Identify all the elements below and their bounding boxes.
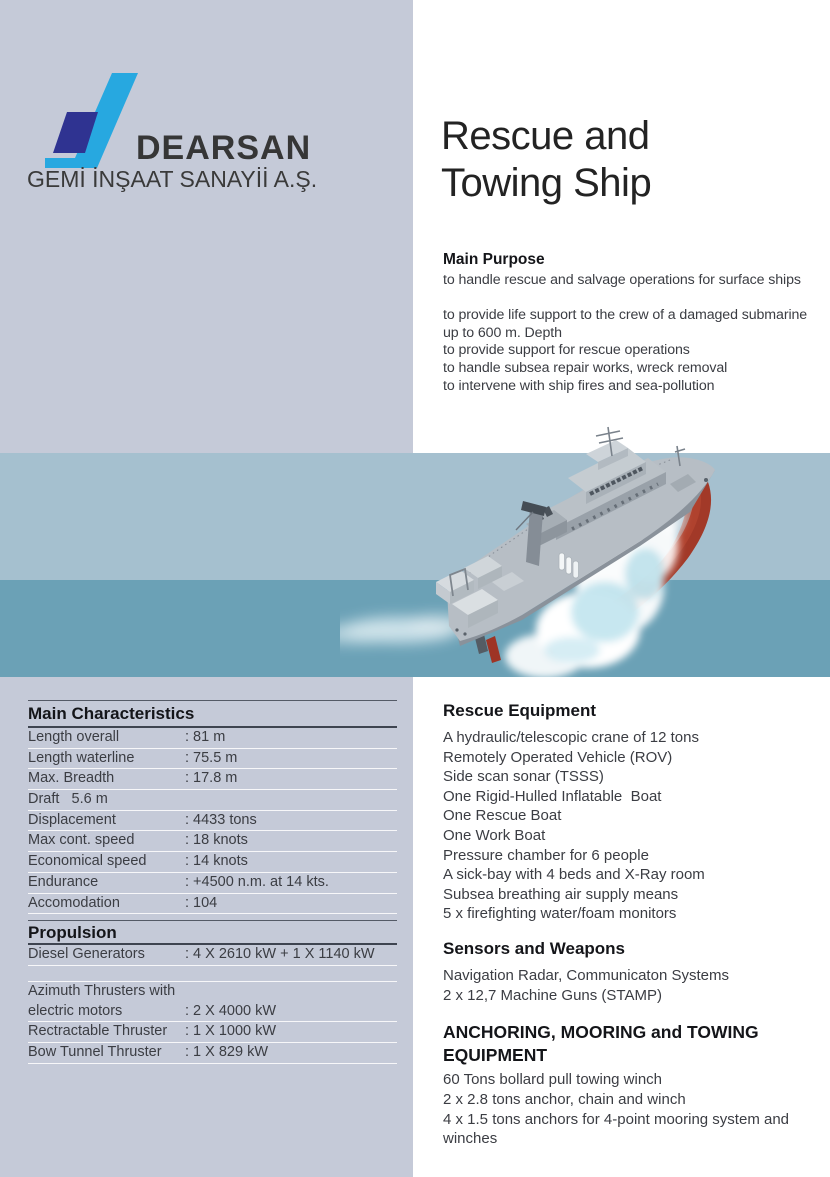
dearsan-logo-icon: [40, 70, 145, 170]
list-item: 4 x 1.5 tons anchors for 4-point mooring system and winches: [443, 1110, 794, 1148]
sensors-weapons-heading: Sensors and Weapons: [443, 939, 626, 958]
main-purpose-line: to provide life support to the crew of a damaged submarine: [443, 307, 808, 324]
spec-row: Endurance : +4500 n.m. at 14 kts.: [28, 873, 397, 894]
spec-row: Bow Tunnel Thruster : 1 X 829 kW: [28, 1043, 397, 1064]
anchoring-mooring-towing-section: [443, 1021, 827, 1149]
main-purpose-line: to handle subsea repair works, wreck removal: [443, 359, 728, 376]
list-item: Navigation Radar, Communicaton Systems: [443, 967, 729, 984]
rescue-equipment-section: [443, 701, 827, 924]
propulsion-table: [28, 920, 397, 966]
main-purpose-line: to provide support for rescue operations: [443, 342, 690, 359]
list-item: Subsea breathing air supply means: [443, 885, 679, 903]
spec-row: Length overall : 81 m: [28, 728, 397, 749]
main-purpose-heading: Main Purpose: [443, 251, 545, 268]
list-item: One Work Boat: [443, 826, 546, 844]
page-title-line1: Rescue and: [441, 114, 650, 158]
anchoring-heading-line2: EQUIPMENT: [443, 1044, 548, 1065]
anchoring-heading-line1: ANCHORING, MOORING and TOWING: [443, 1022, 759, 1042]
list-item: 2 x 12,7 Machine Guns (STAMP): [443, 986, 662, 1004]
list-item: A hydraulic/telescopic crane of 12 tons: [443, 729, 699, 746]
main-purpose-line: to intervene with ship fires and sea-pollution: [443, 377, 715, 394]
page-title: [441, 113, 651, 207]
spec-row: Length waterline : 75.5 m: [28, 749, 397, 770]
list-item: 60 Tons bollard pull towing winch: [443, 1071, 663, 1088]
list-item: One Rescue Boat: [443, 807, 562, 825]
spec-row: Azimuth Thrusters with: [28, 983, 176, 999]
ship-illustration: [340, 424, 730, 694]
main-characteristics-table: [28, 700, 397, 914]
spec-row: Rectractable Thruster : 1 X 1000 kW: [28, 1022, 397, 1043]
rescue-equipment-heading: Rescue Equipment: [443, 701, 597, 720]
spec-row: Draft 5.6 m: [28, 790, 397, 811]
spec-row: Displacement : 4433 tons: [28, 811, 397, 832]
list-item: 5 x firefighting water/foam monitors: [443, 905, 677, 923]
list-item: Remotely Operated Vehicle (ROV): [443, 748, 673, 766]
list-item: One Rigid-Hulled Inflatable Boat: [443, 787, 662, 805]
spec-row: Max. Breadth : 17.8 m: [28, 769, 397, 790]
main-purpose-section: [443, 251, 829, 395]
spec-row: Economical speed : 14 knots: [28, 852, 397, 873]
main-purpose-line: up to 600 m. Depth: [443, 324, 562, 341]
anchoring-heading: [443, 1021, 827, 1066]
propulsion-heading: Propulsion: [28, 920, 397, 945]
list-item: 2 x 2.8 tons anchor, chain and winch: [443, 1090, 686, 1108]
logo-wordmark: DEARSAN: [136, 129, 312, 167]
page-title-line2: Towing Ship: [441, 161, 652, 205]
list-item: A sick-bay with 4 beds and X-Ray room: [443, 866, 705, 884]
spec-row: Diesel Generators : 4 X 2610 kW + 1 X 1140 kW: [28, 945, 397, 966]
main-characteristics-heading: Main Characteristics: [28, 700, 397, 728]
spec-row: Accomodation : 104: [28, 894, 397, 915]
sensors-weapons-section: [443, 939, 827, 1005]
thrusters-table: [28, 981, 397, 1064]
list-item: Pressure chamber for 6 people: [443, 846, 649, 864]
list-item: Side scan sonar (TSSS): [443, 768, 604, 786]
company-subtitle: GEMİ İNŞAAT SANAYİİ A.Ş.: [27, 166, 318, 192]
main-purpose-line: to handle rescue and salvage operations for surface ships: [443, 272, 801, 288]
spec-row: Max cont. speed : 18 knots: [28, 831, 397, 852]
spec-row: electric motors : 2 X 4000 kW: [28, 1002, 397, 1023]
